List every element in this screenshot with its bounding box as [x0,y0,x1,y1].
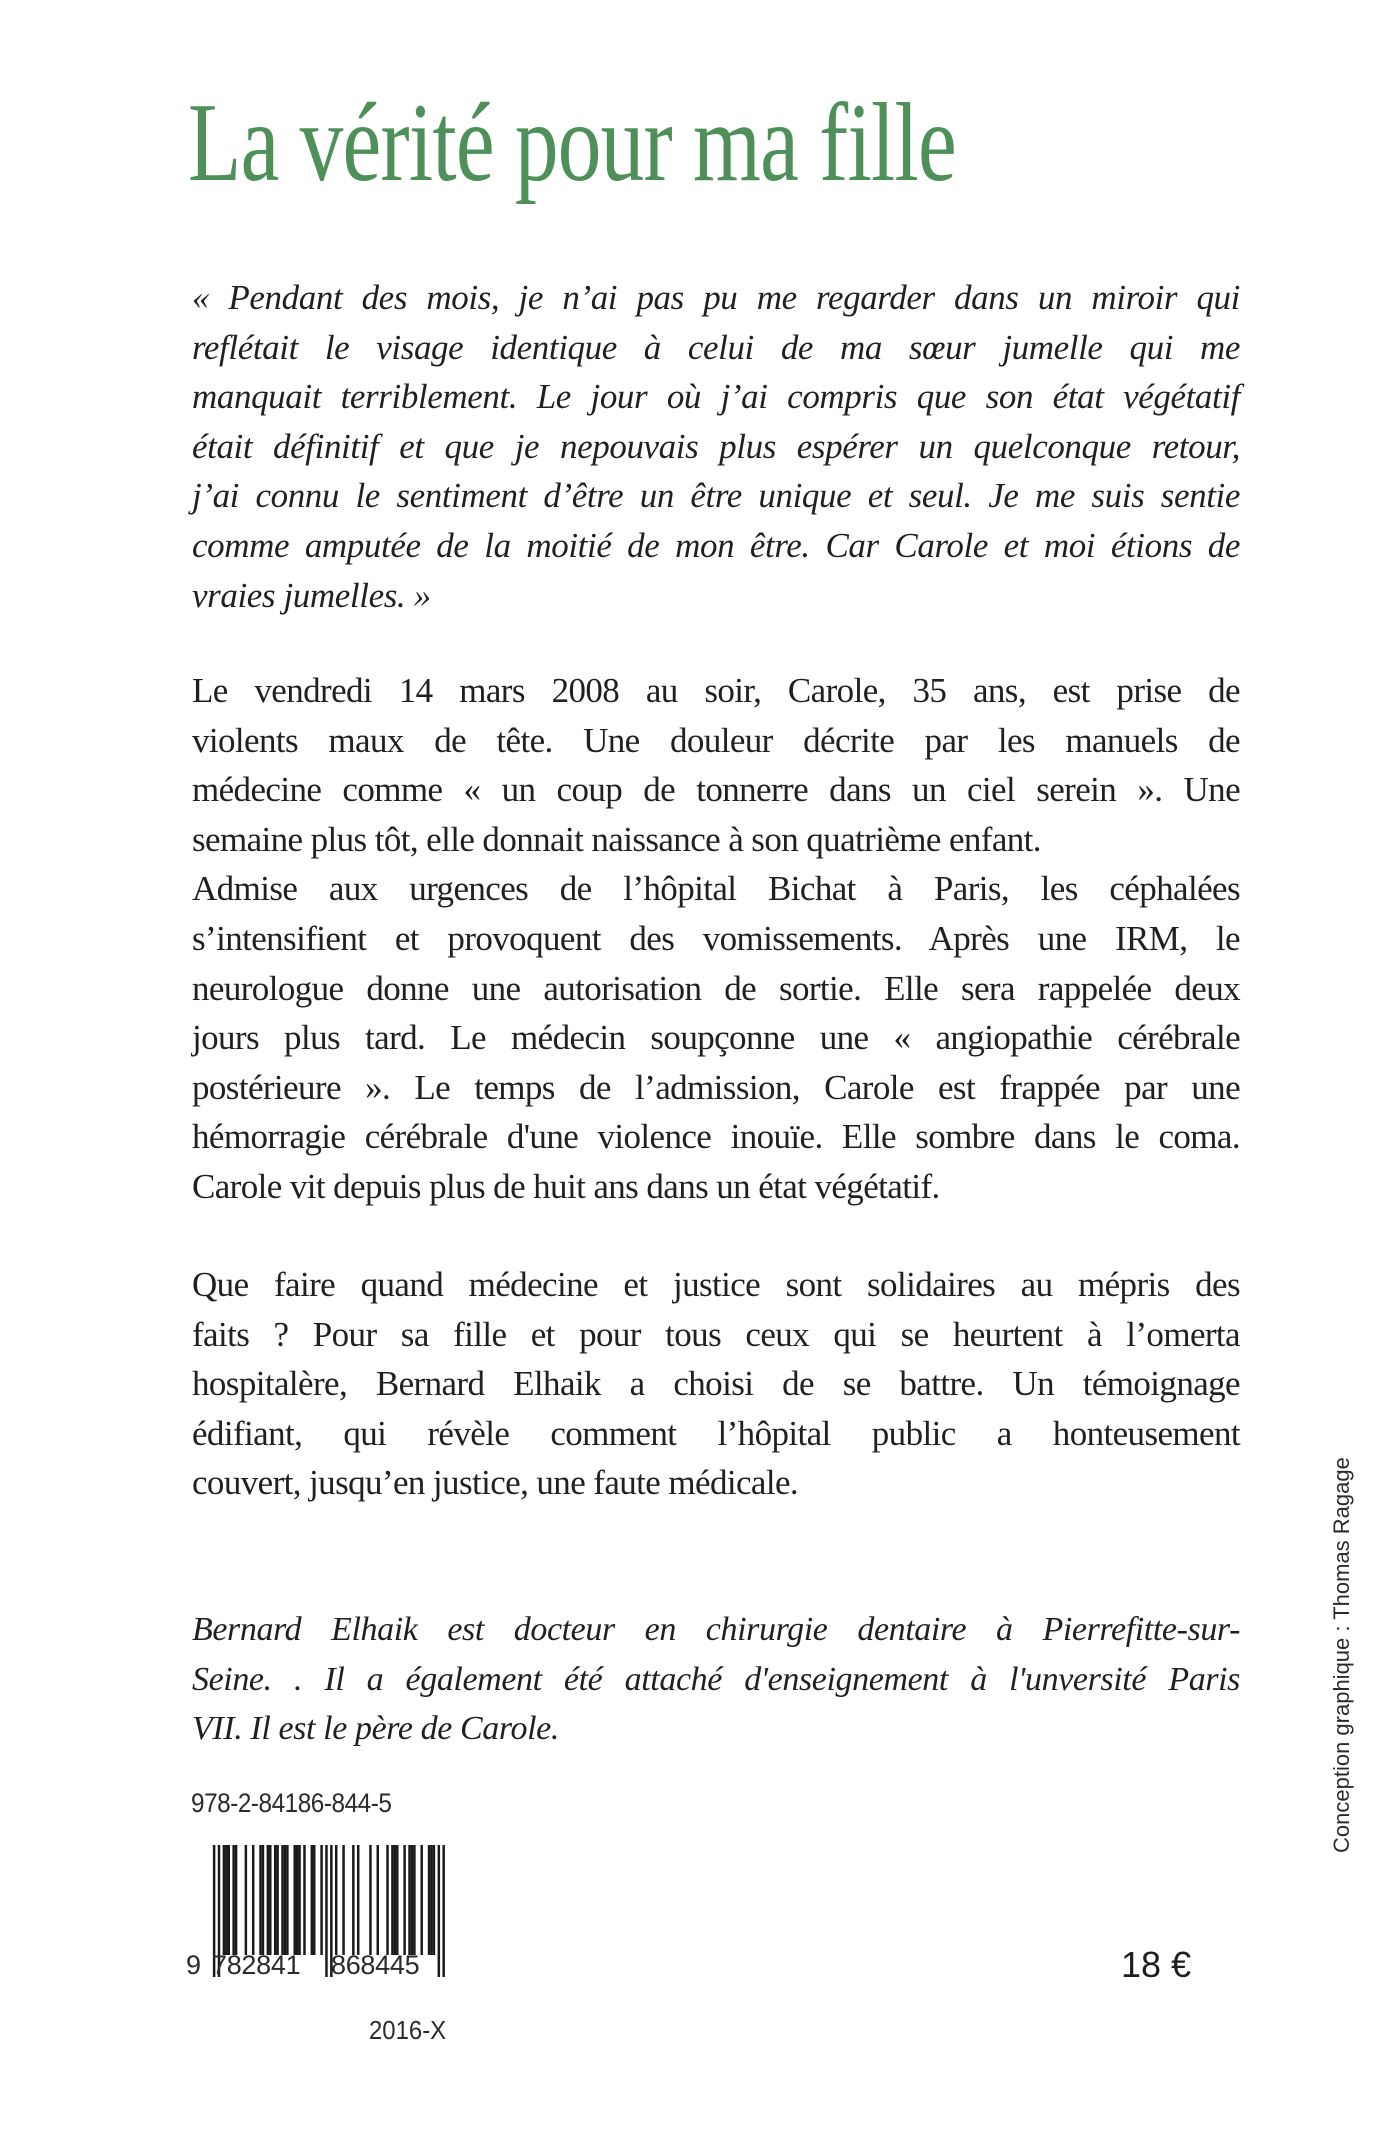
pitch-line: Que faire quand médecine et justice sont solidaires au mépris des [192,1265,1240,1304]
pitch-line: édifiant, qui révèle comment l’hôpital public a honteusement [192,1413,1240,1453]
barcode-bar [245,1845,247,1955]
barcode-bar [320,1845,322,1955]
barcode-bar [357,1845,359,1955]
barcode-left-digits: 782841 [212,1950,301,1980]
barcode-bar [428,1845,430,1955]
barcode-bar [430,1845,432,1955]
barcode-bar [403,1845,405,1955]
bio-line: Seine. . Il a également été attaché d'enseignement à l'unversité Paris [192,1660,1240,1698]
barcode-bar [413,1845,415,1955]
barcode-right-digits: 868445 [331,1950,420,1980]
barcode-bar [235,1845,237,1955]
barcode-bar [408,1845,410,1955]
pitch-line: couvert, jusqu’en justice, une faute médicale. [192,1463,799,1503]
barcode-bar [259,1845,261,1955]
barcode-bar [396,1845,398,1955]
barcode-bar [377,1845,379,1955]
pitch-line: faits ? Pour sa fille et pour tous ceux qui se heurtent à l’omerta [192,1314,1240,1354]
quote-line: comme amputée de la moitié de mon être. Car Carole et moi étions de [192,525,1240,565]
bio-line: Bernard Elhaik est docteur en chirurgie dentaire à Pierrefitte-sur- [192,1611,1240,1648]
barcode-bar [267,1845,269,1955]
barcode-bar [298,1845,300,1955]
barcode-bar [276,1845,278,1955]
quote-line: « Pendant des mois, je n’ai pas pu me regarder dans un miroir qui [192,278,1240,317]
barcode-bar [391,1845,393,1955]
synopsis-line: neurologue donne une autorisation de sortie. Elle sera rappelée deux [192,968,1240,1008]
synopsis-line: médecine comme « un coup de tonnerre dans un ciel serein ». Une [192,770,1240,810]
barcode-bar [232,1845,234,1955]
epigraph-quote [192,273,1240,620]
synopsis-line: Le vendredi 14 mars 2008 au soir, Carole, 35 ans, est prise de [192,671,1240,710]
barcode-bar [274,1845,276,1955]
barcode-bar [262,1845,264,1955]
barcode-bar [252,1845,254,1955]
barcode-bar [281,1845,283,1955]
book-title: La vérité pour ma fille [188,81,956,205]
barcode-bar [228,1845,230,1955]
synopsis-line: violents maux de tête. Une douleur décrite par les manuels de [192,720,1240,760]
barcode-guard-bar [442,1845,444,1977]
synopsis-line: jours plus tard. Le médecin soupçonne une « angiopathie cérébrale [192,1018,1240,1058]
synopsis-line: hémorragie cérébrale d'une violence inouïe. Elle sombre dans le coma. [192,1117,1240,1157]
synopsis-paragraph [192,666,1240,1212]
barcode-bar [342,1845,344,1955]
isbn-number: 978-2-84186-844-5 [191,1788,392,1818]
barcode-bar [284,1845,286,1955]
synopsis-line: Carole vit depuis plus de huit ans dans un état végétatif. [192,1166,940,1206]
quote-line: était définitif et que je nepouvais plus espérer un quelconque retour, [192,426,1240,466]
synopsis-line: postérieure ». Le temps de l’admission, Carole est frappée par une [192,1067,1240,1107]
barcode-bar [225,1845,227,1955]
quote-line: vraies jumelles. » [192,575,431,615]
barcode-bar [313,1845,315,1955]
barcode-bar [420,1845,422,1955]
barcode-bar [286,1845,288,1955]
edition-code: 2016-X [369,2015,447,2045]
barcode-bar [296,1845,298,1955]
synopsis-line: Admise aux urgences de l’hôpital Bichat à Paris, les céphalées [192,869,1240,909]
barcode-bar [369,1845,371,1955]
barcode-bar [293,1845,295,1955]
barcode-bar [311,1845,313,1955]
synopsis-line: s’intensifient et provoquent des vomissements. Après une IRM, le [192,918,1240,958]
barcode-guard-bar [438,1845,440,1977]
barcode-bar [352,1845,354,1955]
barcode-bar [335,1845,337,1955]
barcode-guard-bar [325,1845,327,1977]
pitch-paragraph [192,1260,1240,1508]
barcode-bar [433,1845,435,1955]
quote-line: j’ai connu le sentiment d’être un être unique et seul. Je me suis sentie [192,476,1240,516]
synopsis-line: semaine plus tôt, elle donnait naissance à son quatrième enfant. [192,819,1041,859]
barcode-bar [411,1845,413,1955]
barcode-bar [386,1845,388,1955]
barcode-bar [394,1845,396,1955]
quote-line: manquait terriblement. Le jour où j’ai compris que son état végétatif [192,377,1240,417]
barcode-bar [303,1845,305,1955]
design-credit: Conception graphique : Thomas Ragage [1329,1457,1354,1853]
barcode-bar [269,1845,271,1955]
barcode-bar [223,1845,225,1955]
barcode-first-digit: 9 [186,1950,201,1980]
author-bio [192,1605,1240,1754]
pitch-line: hospitalère, Bernard Elhaik a choisi de se battre. Un témoignage [192,1364,1240,1404]
bio-line: VII. Il est le père de Carole. [192,1710,559,1748]
quote-line: reflétait le visage identique à celui de ma sœur jumelle qui me [192,327,1240,367]
price-label: 18 € [1121,1944,1192,1985]
